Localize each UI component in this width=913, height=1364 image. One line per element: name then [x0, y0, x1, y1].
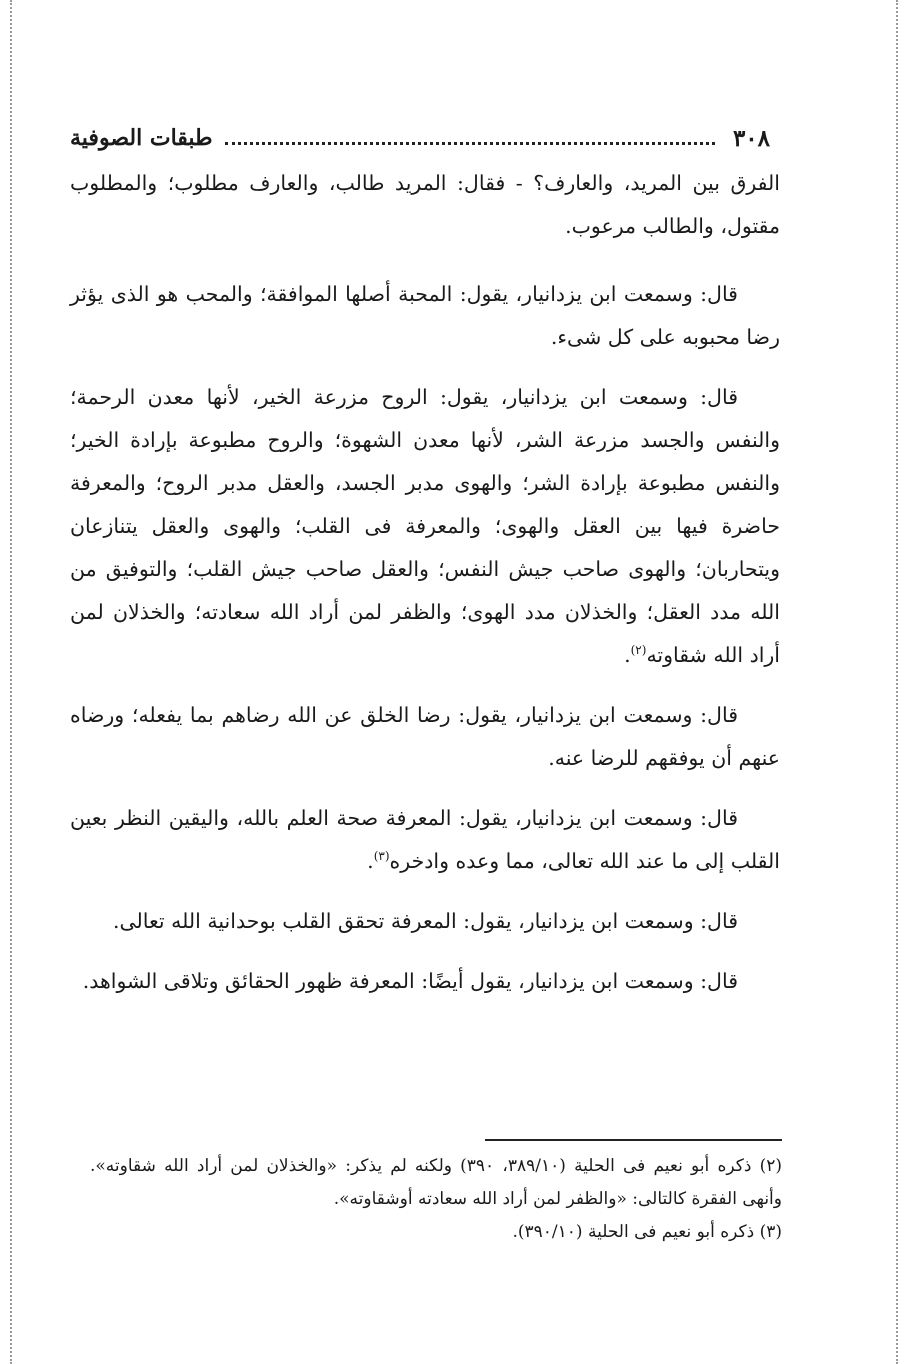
paragraph-text: قال: وسمعت ابن يزدانيار، يقول: رضا الخلق عن الله رضاهم بما يفعله؛ ورضاه عنهم أن يوفقهم للرضا عنه.	[70, 703, 780, 770]
footnote-separator	[485, 1139, 782, 1141]
page-number: ٣٠٨	[732, 124, 770, 152]
main-text	[70, 162, 780, 1020]
paragraph-text: قال: وسمعت ابن يزدانيار، يقول أيضًا: المعرفة ظهور الحقائق وتلاقى الشواهد.	[82, 969, 738, 993]
footnote-reference[interactable]: (٢)	[630, 643, 647, 658]
paragraph	[70, 900, 780, 943]
paragraph	[70, 162, 780, 248]
footnote: (٢) ذكره أبو نعيم فى الحلية (٣٨٩/١٠، ٣٩٠) ولكنه لم يذكر: «والخذلان لمن أراد الله شقاوته». وأنهى الفقرة كالتالى: «والظفر لمن أراد الله سعادته أوشقاوته».	[90, 1156, 783, 1209]
paragraph-end: .	[624, 643, 631, 667]
footnotes	[90, 1150, 782, 1249]
paragraph-text: قال: وسمعت ابن يزدانيار، يقول: المعرفة صحة العلم بالله، واليقين النظر بعين القلب إلى ما عند الله تعالى، مما وعده وادخره	[70, 806, 780, 873]
paragraph	[70, 960, 780, 1003]
paragraph-end: .	[367, 849, 374, 873]
paragraph-text: الفرق بين المريد، والعارف؟ - فقال: المريد طالب، والعارف مطلوب؛ والمطلوب مقتول، والطالب مرعوب.	[70, 171, 780, 238]
footnote: (٣) ذكره أبو نعيم فى الحلية (٣٩٠/١٠).	[512, 1222, 782, 1242]
scan-edge-right	[896, 0, 898, 1364]
paragraph-text: قال: وسمعت ابن يزدانيار، يقول: المحبة أصلها الموافقة؛ والمحب هو الذى يؤثر رضا محبوبه على كل شىء.	[70, 282, 780, 349]
paragraph	[70, 273, 780, 359]
scan-edge-left	[10, 0, 12, 1364]
dotted-leader	[225, 142, 715, 145]
paragraph	[70, 694, 780, 780]
book-title: طبقات الصوفية	[70, 125, 213, 151]
paragraph-text: قال: وسمعت ابن يزدانيار، يقول: الروح مزرعة الخير، لأنها معدن الرحمة؛ والنفس والجسد مزرعة الشر، لأنها معدن الشهوة؛ والروح مطبوعة بإرادة الخير؛ والنفس مطبوعة بإرادة الشر؛ والهوى مدبر الجسد، والعقل مدبر الروح؛ والمعرفة حاضرة فيها بين العقل والهوى؛ والمعرفة فى القلب؛ والهوى والعقل يتنازعان ويتحاربان؛ والهوى صاحب جيش النفس؛ والعقل صاحب جيش القلب؛ والتوفيق من الله مدد العقل؛ والخذلان مدد الهوى؛ والظفر لمن أراد الله سعادته؛ والخذلان لمن أراد الله شقاوته	[70, 385, 780, 667]
running-header	[70, 118, 770, 158]
paragraph	[70, 376, 780, 677]
paragraph-text: قال: وسمعت ابن يزدانيار، يقول: المعرفة تحقق القلب بوحدانية الله تعالى.	[112, 909, 738, 933]
footnote-reference[interactable]: (٣)	[373, 849, 390, 864]
paragraph	[70, 797, 780, 883]
